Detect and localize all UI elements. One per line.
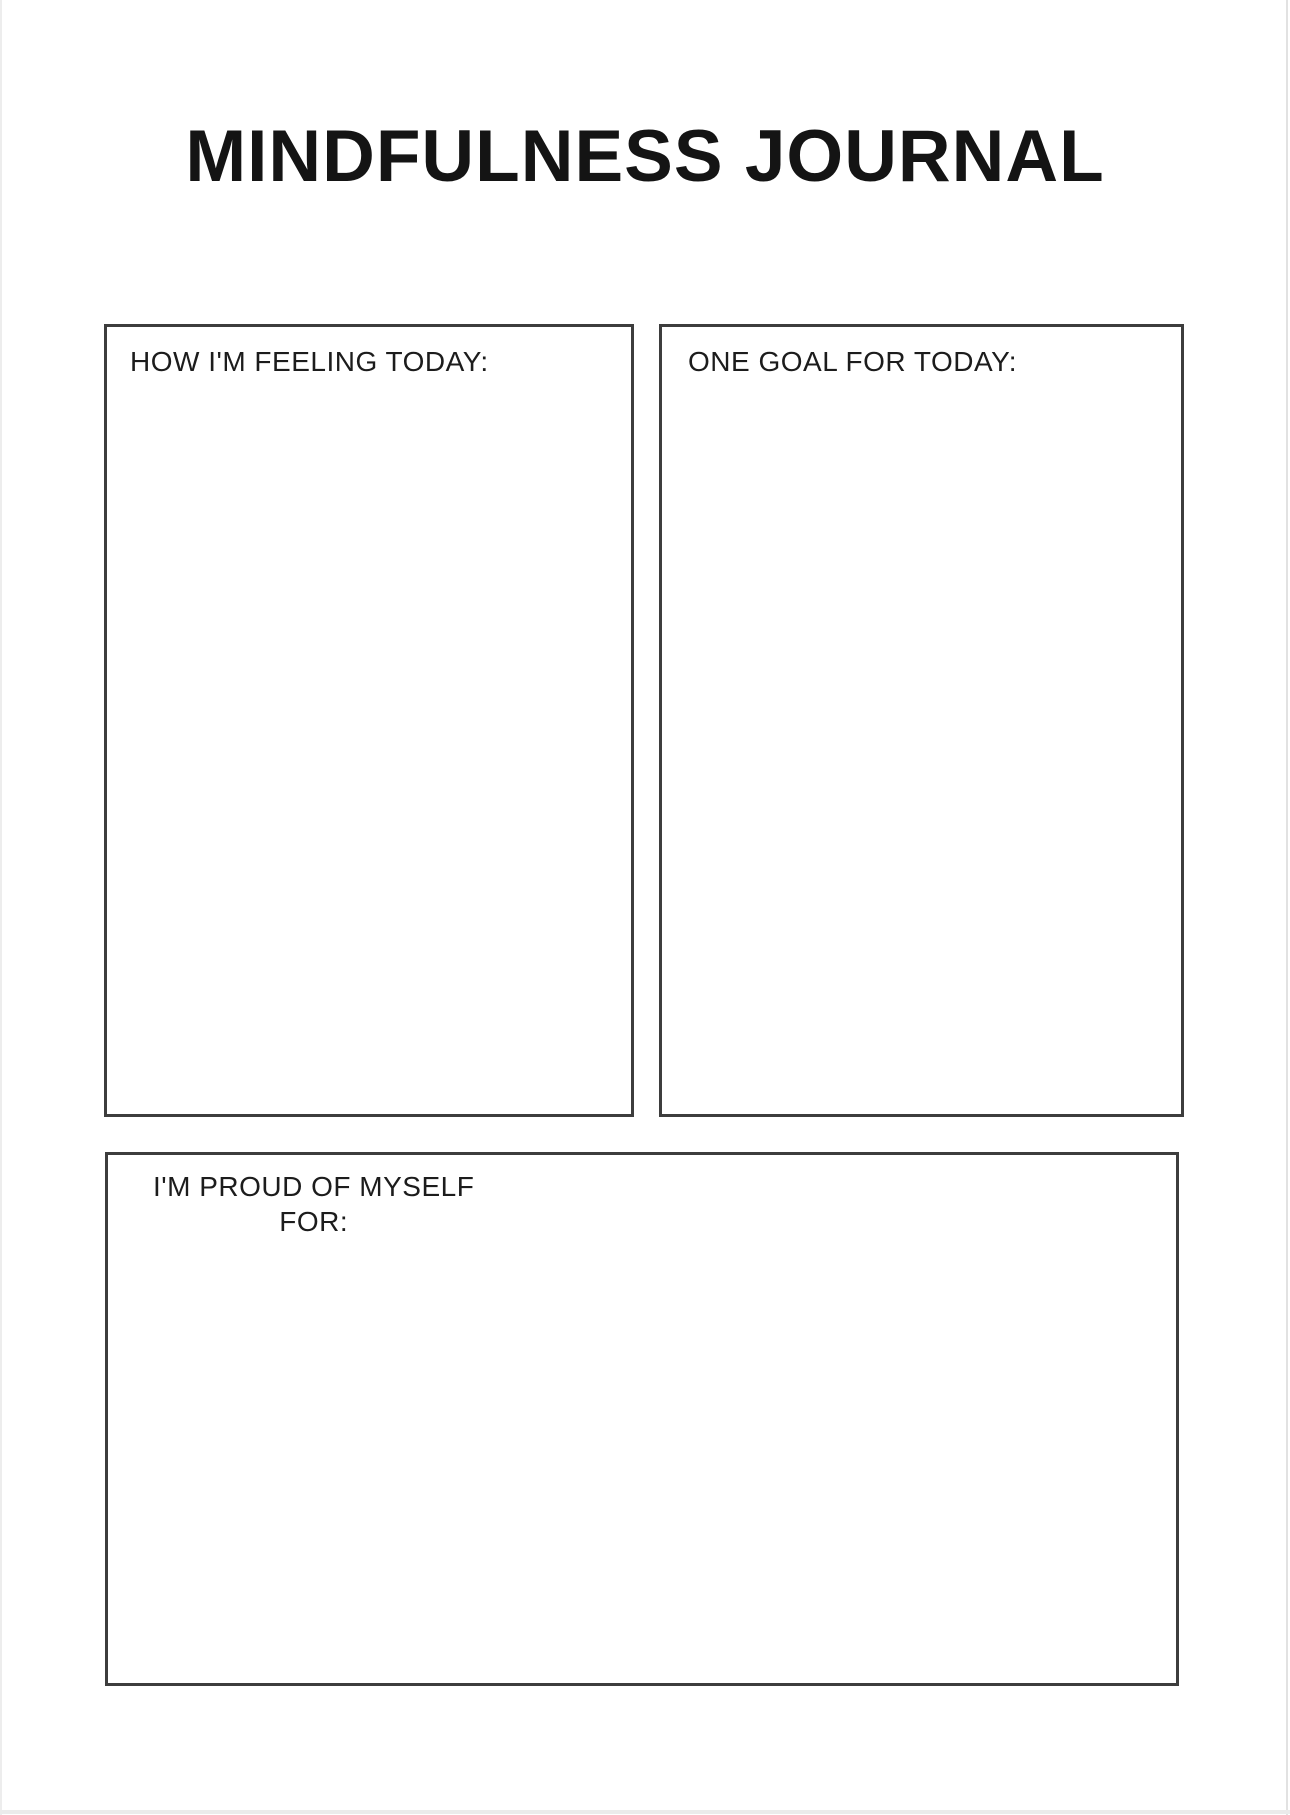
page-edge-bottom (0, 1810, 1290, 1814)
page-edge-left (0, 0, 2, 1815)
goal-today-box (659, 324, 1184, 1117)
proud-of-myself-write-area[interactable] (108, 1225, 1176, 1683)
goal-today-label: ONE GOAL FOR TODAY: (688, 346, 1017, 377)
page-title: MINDFULNESS JOURNAL (185, 116, 1105, 197)
feeling-today-label: HOW I'M FEELING TODAY: (130, 346, 489, 377)
feeling-today-box (104, 324, 634, 1117)
page-edge-right (1286, 0, 1288, 1815)
proud-of-myself-box (105, 1152, 1179, 1686)
feeling-today-write-area[interactable] (107, 397, 631, 1114)
proud-label-line2: FOR: (279, 1206, 349, 1237)
goal-today-write-area[interactable] (662, 397, 1181, 1114)
proud-label-line1: I'M PROUD OF MYSELF (153, 1171, 475, 1202)
